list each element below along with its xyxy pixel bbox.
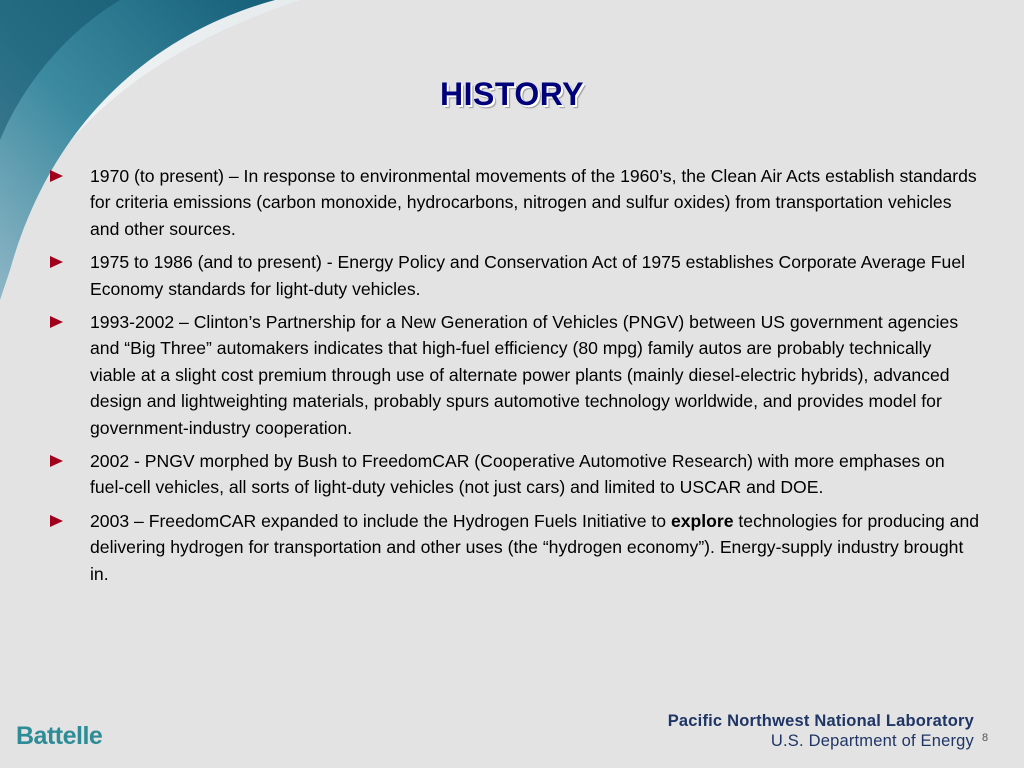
department-name: U.S. Department of Energy <box>770 732 974 750</box>
bullet-text-before: 2003 – FreedomCAR expanded to include the Hydrogen Fuels Initiative to <box>90 510 671 531</box>
pnnl-logo <box>668 712 974 751</box>
bullet-arrow-icon <box>50 316 63 328</box>
battelle-logo: Battelle <box>16 722 103 750</box>
bullet-text: 1970 (to present) – In response to environmental movements of the 1960’s, the Clean Air Acts establish standards for criteria emissions (carbon monoxide, hydrocarbons, nitrogen and sulfur oxides) from transportation vehicles and other sources. <box>90 166 977 239</box>
bullet-arrow-icon <box>50 455 63 467</box>
bullet-arrow-icon <box>50 515 63 527</box>
bullet-list <box>50 163 980 594</box>
bullet-item-2002 <box>50 448 980 501</box>
page-number: 8 <box>982 732 989 744</box>
bullet-text: 2002 - PNGV morphed by Bush to FreedomCAR (Cooperative Automotive Research) with more emphases on fuel-cell vehicles, all sorts of light-duty vehicles (not just cars) and limited to USCAR and DOE. <box>90 451 945 498</box>
lab-name: Pacific Northwest National Laboratory <box>667 712 974 730</box>
bullet-text: 1975 to 1986 (and to present) - Energy Policy and Conservation Act of 1975 establishes Corporate Average Fuel Economy standards for light-duty vehicles. <box>90 252 966 299</box>
bullet-emphasis: explore <box>670 510 734 531</box>
bullet-arrow-icon <box>50 256 63 268</box>
bullet-item-2003 <box>50 508 980 587</box>
bullet-item-1993 <box>50 309 980 441</box>
bullet-item-1975 <box>50 249 980 302</box>
bullet-item-1970 <box>50 163 980 242</box>
bullet-text: 1993-2002 – Clinton’s Partnership for a New Generation of Vehicles (PNGV) between US government agencies and “Big Three” automakers indicates that high-fuel efficiency (80 mpg) family autos are probably technically viable at a slight cost premium through use of alternate power plants (mainly diesel-electric hybrids), advanced design and lightweighting materials, probably spurs automotive technology worldwide, and provides model for government-industry cooperation. <box>90 312 959 438</box>
bullet-arrow-icon <box>50 170 63 182</box>
bullet-text-after: technologies for producing and delivering hydrogen for transportation and other uses (the “hydrogen economy”). Energy-supply industry brought in. <box>90 510 980 584</box>
slide-title: HISTORY <box>440 76 584 112</box>
